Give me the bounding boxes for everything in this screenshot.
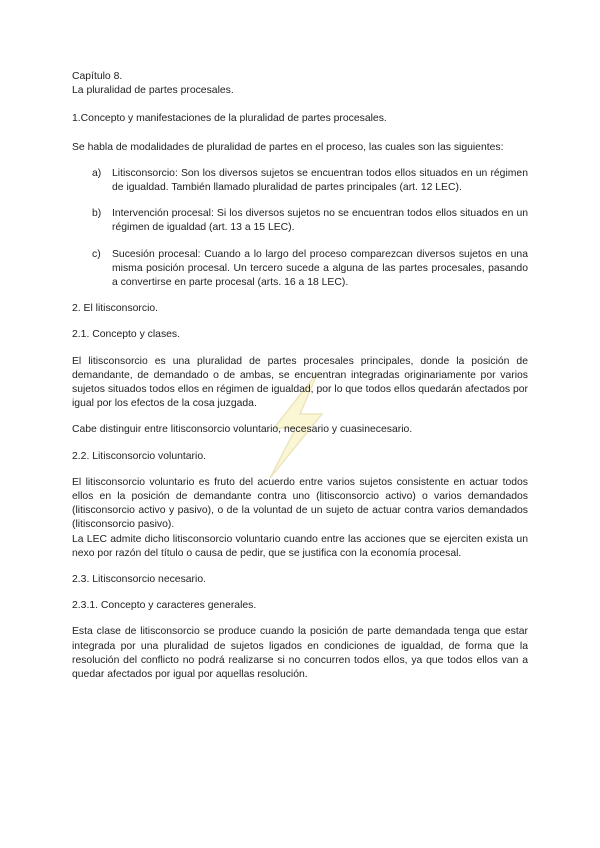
section-2-heading: 2. El litisconsorcio. (72, 303, 159, 315)
section-2-1-heading: 2.1. Concepto y clases. (72, 329, 181, 341)
section-1-intro: Se habla de modalidades de pluralidad de partes en el proceso, las cuales son las siguientes: (72, 141, 504, 153)
section-2-3-1-heading: 2.3.1. Concepto y caracteres generales. (72, 600, 257, 612)
chapter-label: Capítulo 8. (72, 71, 123, 82)
list-item-text: Litisconsorcio: Son los diversos sujetos se encuentran todos ellos situados en un régimen de igualdad. También llamado pluralidad de partes principales (art. 12 LEC). (112, 167, 528, 194)
section-2-2-paragraph-1: El litisconsorcio voluntario es fruto del acuerdo entre varios sujetos consistente en actuar todos ellos en la posición de demandante contra uno (litisconsorcio activo) o varios demandados (litisconsorcio activo y pasivo), o de la voluntad de un sujeto de actuar contra varios demandados (litisconsorcio pasivo). (72, 476, 528, 531)
section-2-2-heading: 2.2. Litisconsorcio voluntario. (72, 450, 206, 462)
list-marker: b) (92, 208, 102, 220)
list-item-sucesion (92, 248, 528, 291)
document-page (72, 70, 528, 682)
list-marker: a) (92, 167, 102, 179)
section-2-1-paragraph-2: Cabe distinguir entre litisconsorcio voluntario, necesario y cuasinecesario. (72, 424, 413, 436)
list-item-text: Intervención procesal: Si los diversos sujetos no se encuentran todos ellos situados en un régimen de igualdad (art. 13 a 15 LEC). (112, 208, 528, 234)
list-item-text: Sucesión procesal: Cuando a lo largo del proceso comparezcan diversos sujetos en una misma posición procesal. Un tercero sucede a alguna de las partes procesales, pasando a convertirse en parte procesal (arts. 16 a 18 LEC). (112, 248, 528, 289)
list-item-litisconsorcio (92, 167, 528, 195)
chapter-title: La pluralidad de partes procesales. (72, 85, 234, 97)
plurality-types-list (72, 167, 528, 290)
section-2-2-paragraph-2: La LEC admite dicho litisconsorcio voluntario cuando entre las acciones que se ejerciten exista un nexo por razón del título o causa de pedir, que se justifica con la economía procesal. (72, 533, 528, 559)
list-marker: c) (92, 248, 101, 260)
section-2-3-1-paragraph-1: Esta clase de litisconsorcio se produce cuando la posición de parte demandada tenga que estar integrada por una pluralidad de sujetos ligados en condiciones de igualdad, de forma que la resolución del conflicto no podrá realizarse si no concurren todos ellos, ya que todos ellos van a quedar afectados por igual por aquellas resolución. (72, 626, 528, 681)
list-item-intervencion (92, 207, 528, 235)
section-1-heading: 1.Concepto y manifestaciones de la pluralidad de partes procesales. (72, 113, 387, 125)
section-2-1-paragraph-1: El litisconsorcio es una pluralidad de partes procesales principales, donde la posición de demandante, de demandado o de ambas, se encuentran integradas originariamente por varios sujetos situados todos ellos en régimen de igualdad, por lo que todos ellos quedarán afectados por igual por los efectos de la cosa juzgada. (72, 355, 528, 410)
section-2-3-heading: 2.3. Litisconsorcio necesario. (72, 574, 206, 586)
